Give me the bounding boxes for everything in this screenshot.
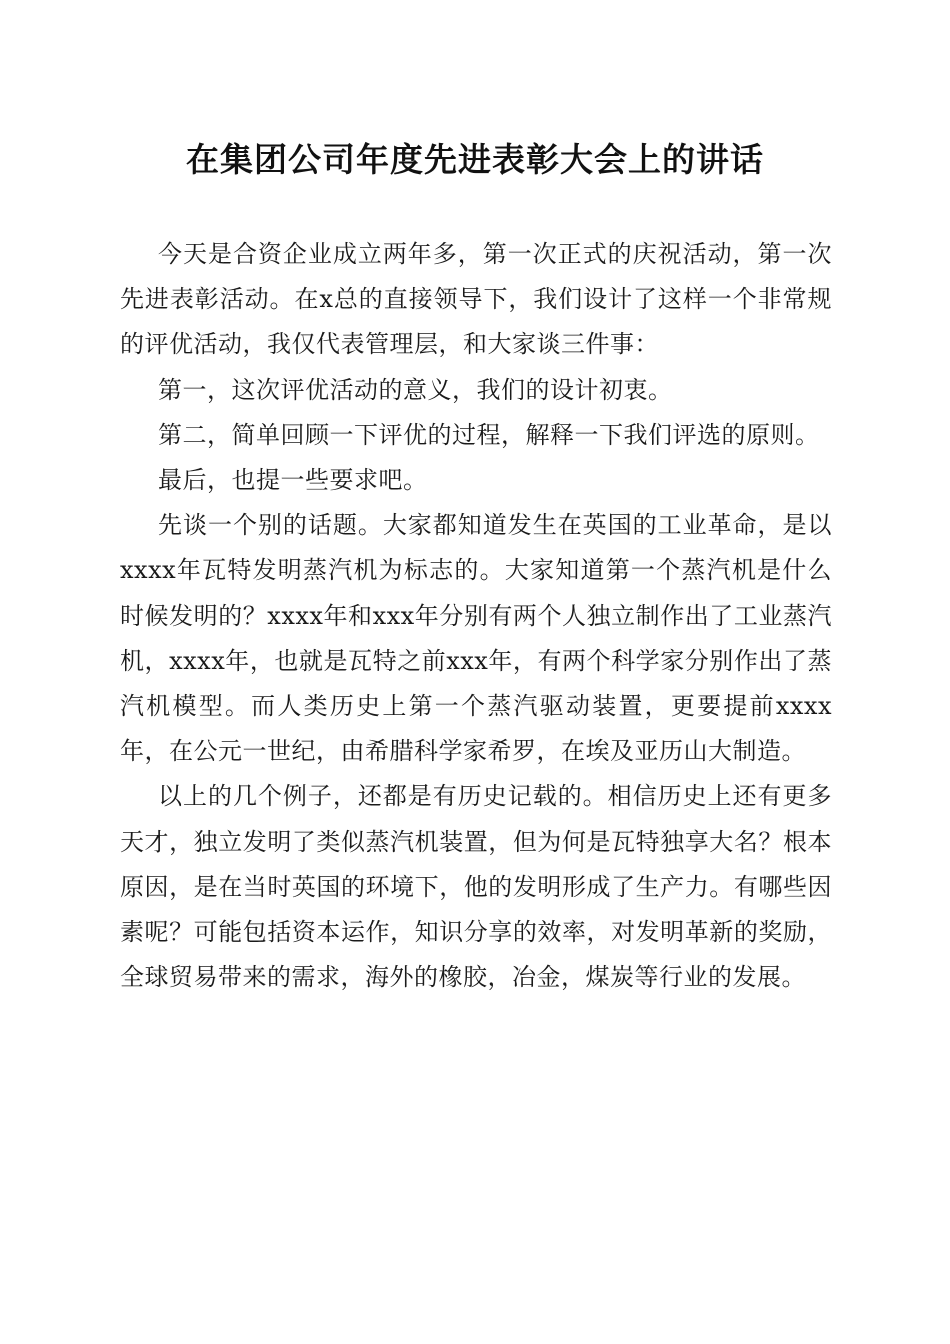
- paragraph-intro: 今天是合资企业成立两年多，第一次正式的庆祝活动，第一次先进表彰活动。在x总的直接领导下，我们设计了这样一个非常规的评优活动，我仅代表管理层，和大家谈三件事：: [120, 240, 832, 359]
- document-title: 在集团公司年度先进表彰大会上的讲话: [186, 140, 764, 179]
- paragraph-steam-engine-history: 先谈一个别的话题。大家都知道发生在英国的工业革命，是以xxxx年瓦特发明蒸汽机为标志的。大家知道第一个蒸汽机是什么时候发明的？xxxx年和xxx年分别有两个人独立制作出了工业蒸汽机，xxxx年，也就是瓦特之前xxx年，有两个科学家分别作出了蒸汽机模型。而人类历史上第一个蒸汽驱动装置，更要提前xxxx年，在公元一世纪，由希腊科学家希罗，在埃及亚历山大制造。: [120, 511, 832, 766]
- paragraph-point-last: 最后，也提一些要求吧。: [158, 466, 428, 495]
- paragraph-point-two: 第二，简单回顾一下评优的过程，解释一下我们评选的原则。: [158, 420, 820, 449]
- document-body: [120, 232, 832, 1000]
- paragraph-watt-reason: 以上的几个例子，还都是有历史记载的。相信历史上还有更多天才，独立发明了类似蒸汽机装置，但为何是瓦特独享大名？根本原因，是在当时英国的环境下，他的发明形成了生产力。有哪些因素呢？可能包括资本运作，知识分享的效率，对发明革新的奖励，全球贸易带来的需求，海外的橡胶，冶金，煤炭等行业的发展。: [120, 782, 832, 992]
- paragraph-point-one: 第一，这次评优活动的意义，我们的设计初衷。: [158, 375, 673, 404]
